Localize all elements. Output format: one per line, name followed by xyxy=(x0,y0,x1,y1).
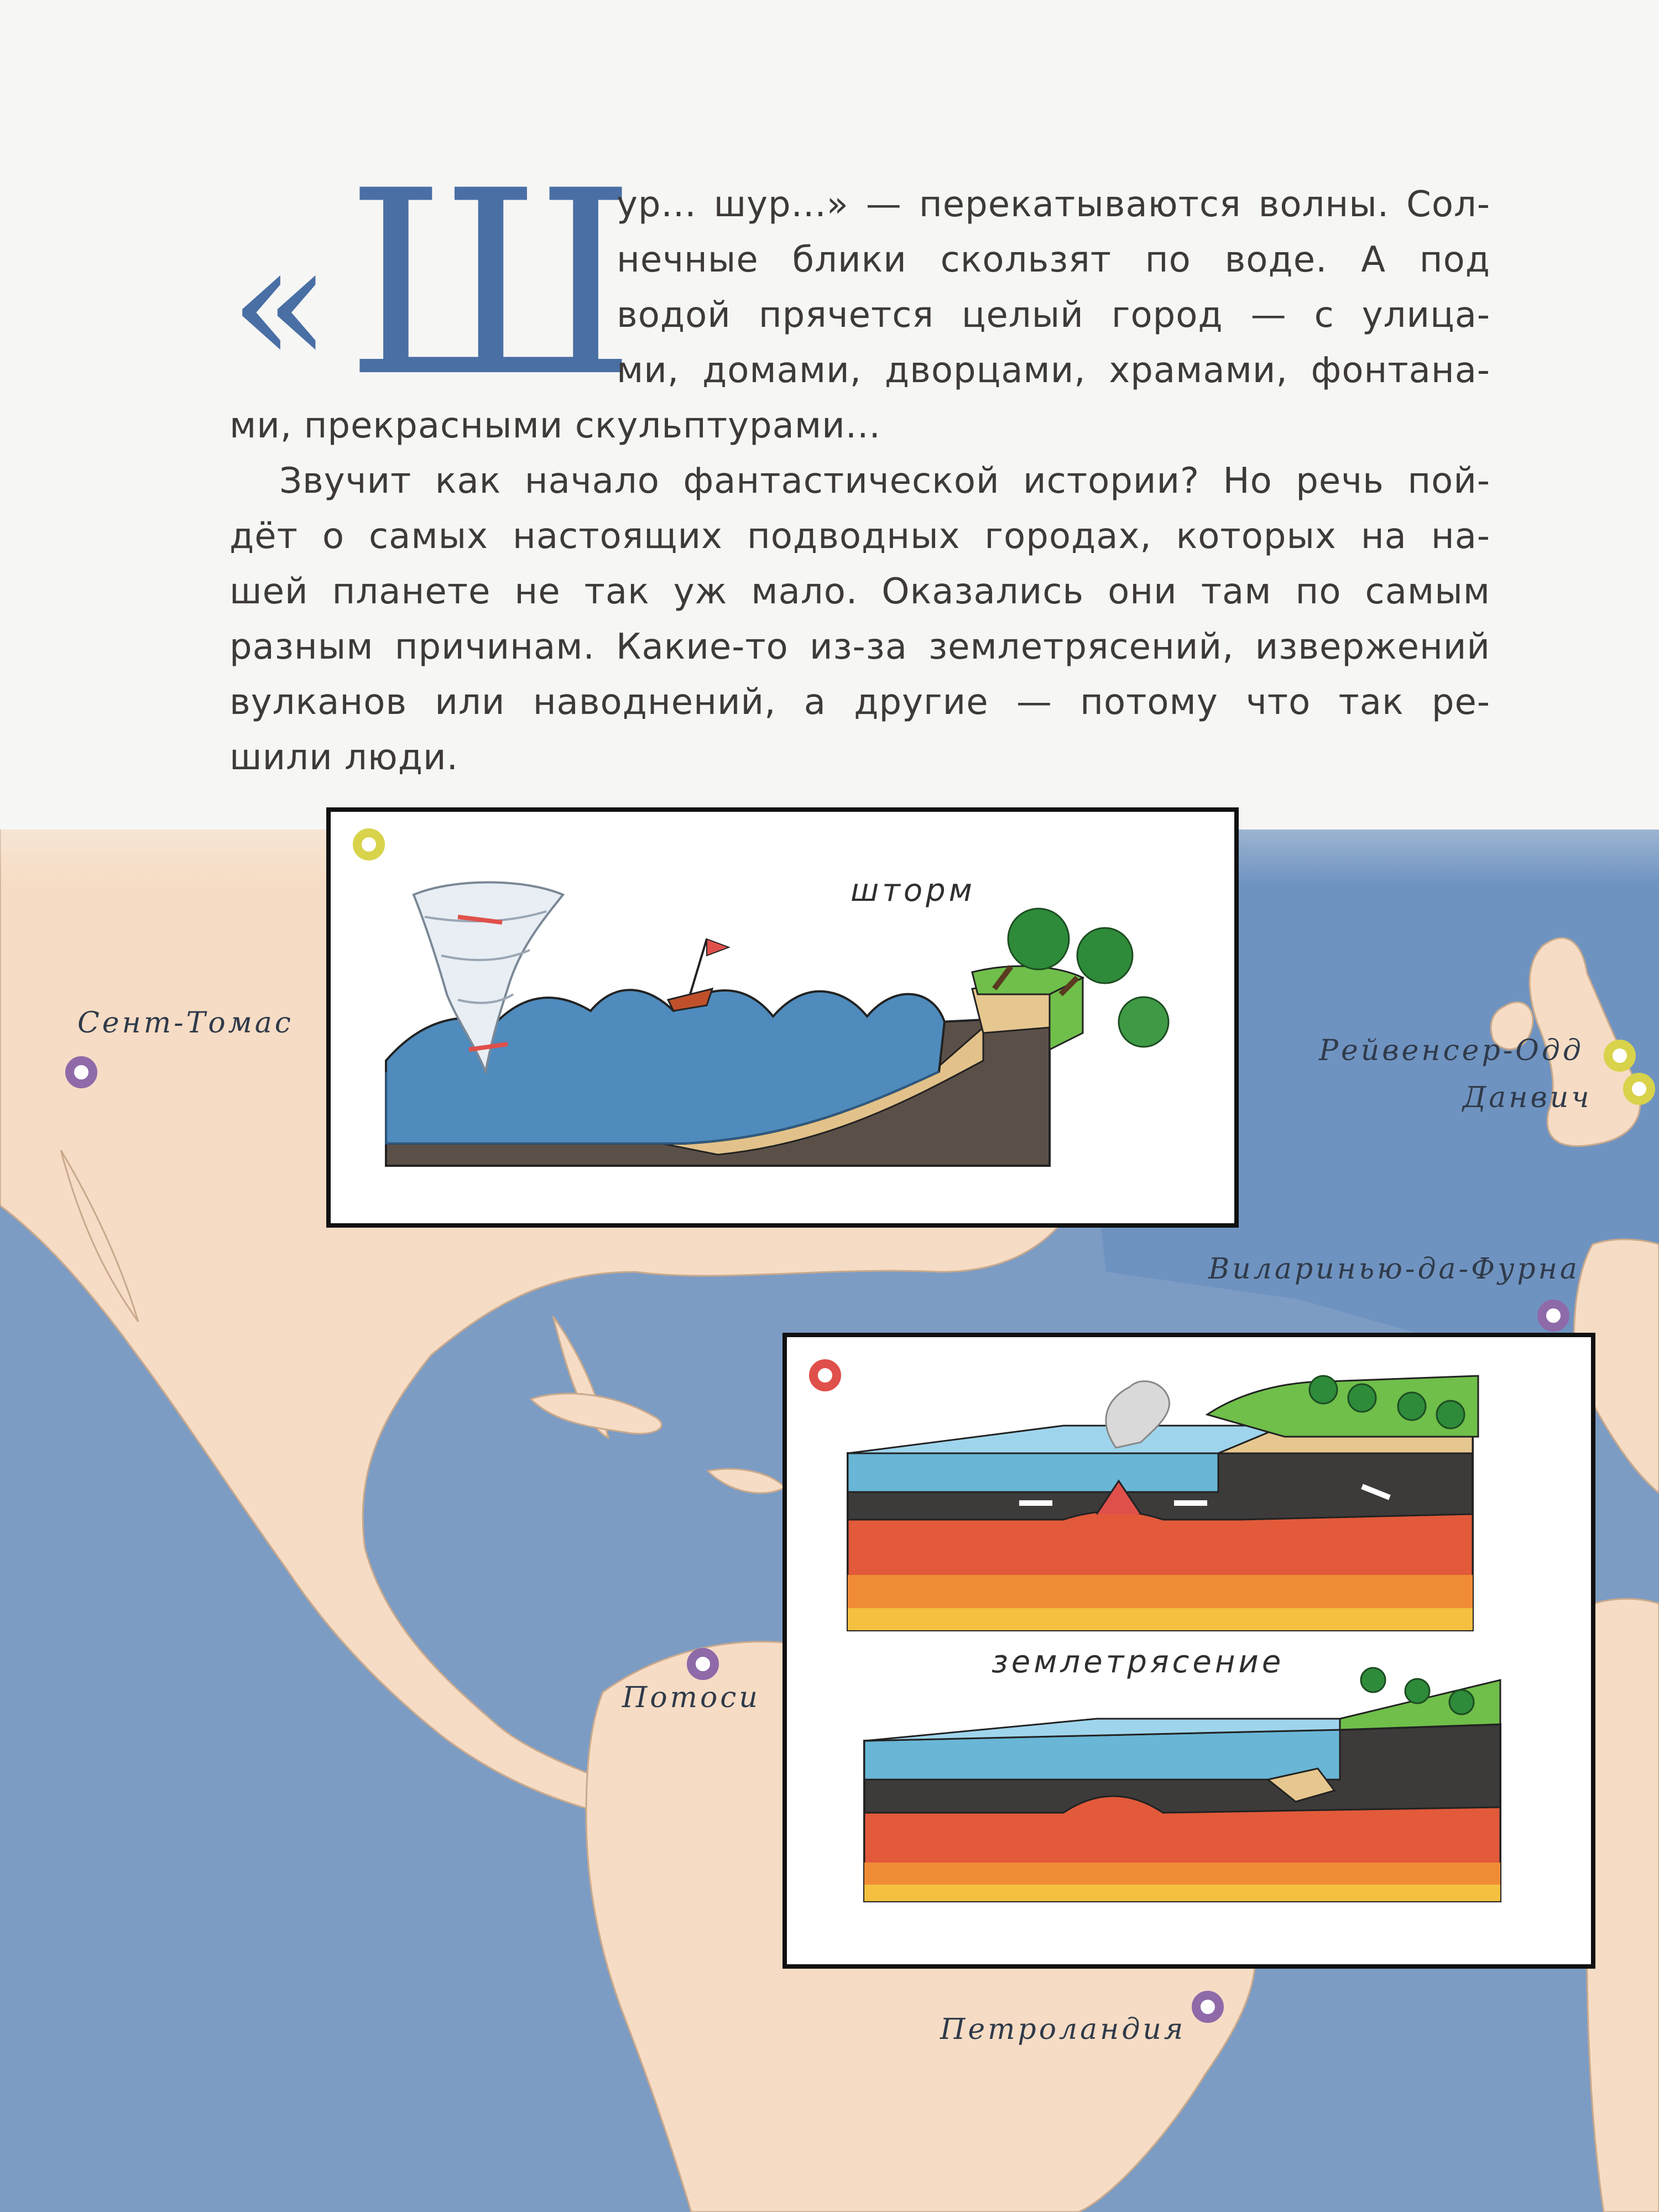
intro-line: водой прячется целый город — с улица- xyxy=(617,295,1490,336)
place-marker[interactable] xyxy=(1623,1073,1655,1105)
place-label: Потоси xyxy=(622,1681,760,1714)
drop-cap-block xyxy=(229,137,636,432)
intro-line: ми, прекрасными скульптурами... xyxy=(229,405,881,446)
earthquake-illustration xyxy=(787,1337,1591,1964)
place-marker[interactable] xyxy=(1537,1300,1569,1332)
drop-cap-letter: Ш xyxy=(346,137,636,432)
earthquake-panel xyxy=(782,1333,1595,1969)
place-label: Виларинью-да-Фурна xyxy=(1208,1253,1580,1286)
storm-caption: шторм xyxy=(851,873,975,909)
place-marker[interactable] xyxy=(1604,1040,1636,1072)
intro-line: дёт о самых настоящих подводных городах, которых на на- xyxy=(229,516,1490,557)
intro-line: ми, домами, дворцами, храмами, фонтана- xyxy=(617,350,1490,391)
intro-line: вулканов или наводнений, а другие — потому что так ре- xyxy=(229,682,1490,723)
storm-illustration xyxy=(331,812,1234,1223)
intro-line: Звучит как начало фантастической истории? Но речь пой- xyxy=(279,461,1490,502)
place-label: Сент-Томас xyxy=(77,1006,294,1040)
place-label: Данвич xyxy=(1463,1081,1592,1114)
storm-panel xyxy=(326,807,1239,1228)
earthquake-caption: землетрясение xyxy=(992,1644,1285,1680)
intro-line: нечные блики скользят по воде. А под xyxy=(617,239,1490,280)
place-label: Рейвенсер-Одд xyxy=(1319,1034,1584,1067)
place-marker[interactable] xyxy=(1192,1991,1224,2023)
intro-line: шей планете не так уж мало. Оказались они там по самым xyxy=(229,571,1490,612)
intro-line: разным причинам. Какие-то из-за землетрясений, извержений xyxy=(229,627,1490,667)
intro-line: шили люди. xyxy=(229,737,458,778)
intro-line: ур... шур...» — перекатываются волны. Сол- xyxy=(617,184,1490,225)
place-marker[interactable] xyxy=(687,1648,719,1680)
place-label: Петроландия xyxy=(940,2013,1186,2046)
opening-quote-mark: « xyxy=(229,207,331,400)
place-marker[interactable] xyxy=(65,1056,97,1088)
